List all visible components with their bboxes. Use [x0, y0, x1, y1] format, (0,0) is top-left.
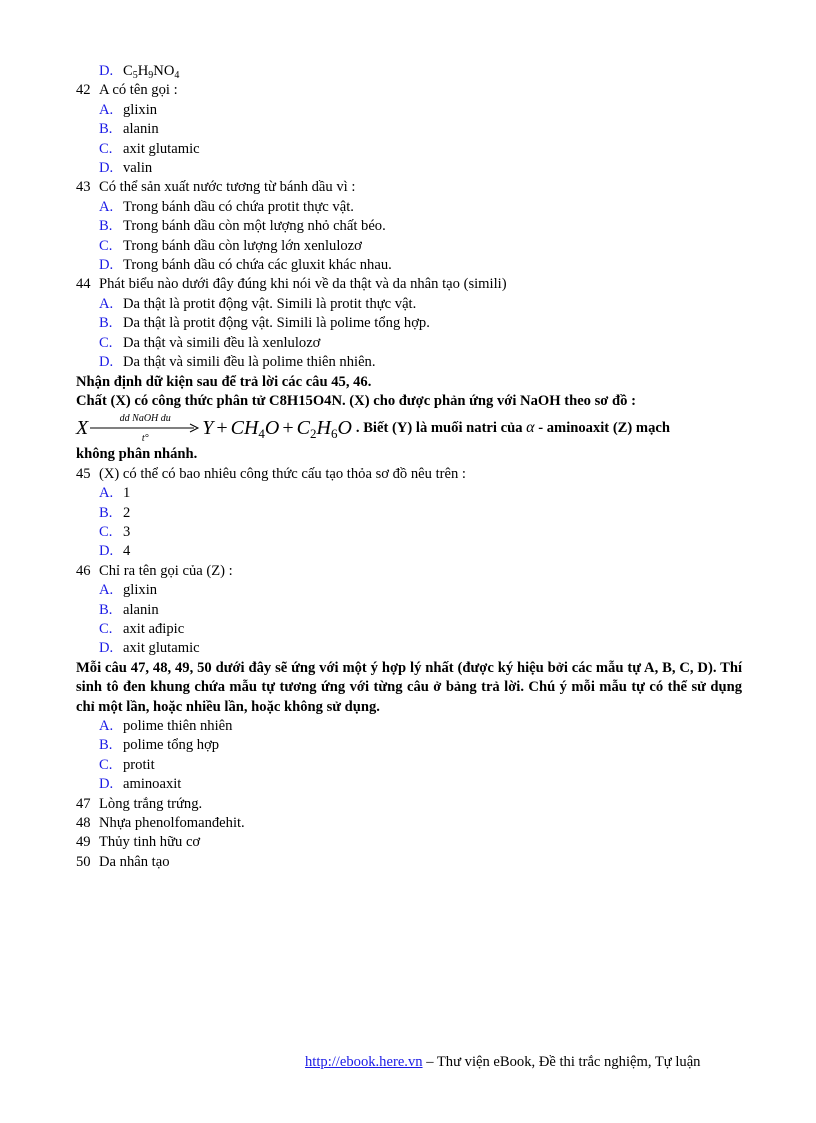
question-text: Thủy tinh hữu cơ	[99, 834, 201, 851]
option-letter: B.	[99, 121, 113, 138]
option-text: glixin	[123, 101, 158, 118]
intro-45-46: Nhận định dữ kiện sau để trả lời các câu 45, 46.	[76, 373, 372, 390]
option-letter: D.	[99, 160, 114, 177]
question-number: 50	[76, 853, 91, 870]
answer-option	[76, 353, 742, 372]
answer-option	[76, 217, 742, 236]
option-letter: D.	[99, 776, 114, 793]
question-number: 47	[76, 795, 91, 812]
option-text: polime tổng hợp	[123, 737, 220, 754]
option-text: axit glutamic	[123, 640, 200, 657]
question-q42	[76, 81, 742, 100]
question-text: Nhựa phenolfomanđehit.	[99, 815, 245, 832]
matching-option	[76, 775, 742, 794]
questions-group-b	[76, 465, 742, 659]
intro-compound-x: Chất (X) có công thức phân tử C8H15O4N. (X) cho được phản ứng với NaOH theo sơ đồ :	[76, 392, 636, 409]
option-letter: B.	[99, 601, 113, 618]
option-letter: A.	[99, 485, 114, 502]
answer-option	[76, 256, 742, 275]
option-text: alanin	[123, 121, 159, 138]
question-number: 45	[76, 465, 91, 482]
matching-items	[76, 795, 742, 873]
option-letter: D.	[99, 354, 114, 371]
option-text: Trong bánh dầu còn một lượng nhỏ chất béo.	[123, 218, 386, 235]
option-text: valin	[123, 160, 153, 177]
question-number: 48	[76, 815, 91, 832]
answer-option	[76, 120, 742, 139]
answer-option	[76, 334, 742, 353]
question-text: A có tên gọi :	[99, 82, 178, 99]
option-letter: A.	[99, 718, 114, 734]
eq-plus-2: +	[282, 416, 294, 439]
option-letter: D.	[99, 640, 114, 657]
content	[76, 62, 742, 872]
option-letter: C.	[99, 620, 113, 637]
answer-option	[76, 620, 742, 639]
eq-tail-text: . Biết (Y) là muối natri của α - aminoaxit (Z) mạch	[355, 419, 670, 437]
question-q44	[76, 275, 742, 294]
option-text: Da thật là protit động vật. Simili là polime tổng hợp.	[123, 315, 430, 332]
option-text: Trong bánh dầu có chứa protit thực vật.	[123, 198, 354, 215]
reaction-equation	[76, 411, 670, 445]
option-letter: C.	[99, 756, 113, 773]
answer-option	[76, 504, 742, 523]
matching-option	[76, 756, 742, 775]
option-letter: C.	[99, 140, 113, 157]
answer-option	[76, 523, 742, 542]
question-q45	[76, 465, 742, 484]
option-letter: D.	[99, 543, 114, 560]
option-letter: B.	[99, 218, 113, 235]
option-letter: B.	[99, 504, 113, 521]
option-text: Da thật và simili đều là polime thiên nhiên.	[123, 354, 376, 371]
arrow-icon	[90, 423, 200, 433]
reaction-arrow	[90, 411, 200, 445]
option-letter: A.	[99, 198, 114, 215]
matching-item	[76, 853, 742, 872]
answer-option	[76, 198, 742, 217]
option-text: Da thật và simili đều là xenlulozơ	[123, 334, 321, 351]
footer-text: – Thư viện eBook, Đề thi trắc nghiệm, Tự luận	[422, 1054, 701, 1070]
answer-option	[76, 542, 742, 561]
answer-option	[76, 101, 742, 120]
question-text: Lòng trắng trứng.	[99, 795, 203, 812]
answer-option	[76, 581, 742, 600]
question-number: 46	[76, 562, 91, 579]
matching-option	[76, 717, 742, 736]
matching-option	[76, 736, 742, 755]
option-text: Trong bánh dầu có chứa các gluxit khác nhau.	[123, 257, 392, 274]
matching-item	[76, 814, 742, 833]
eq-x: X	[76, 416, 89, 439]
question-text: Phát biểu nào dưới đây đúng khi nói về da thật và da nhân tạo (simili)	[99, 276, 507, 293]
question-number: 49	[76, 834, 91, 851]
option-text: Trong bánh dầu còn lượng lớn xenlulozơ	[123, 237, 362, 254]
option-letter: D.	[99, 257, 114, 274]
eq-y: Y	[202, 416, 214, 439]
question-number: 43	[76, 179, 91, 196]
option-text: 1	[123, 485, 131, 502]
option-letter: B.	[99, 315, 113, 332]
intro-matching: Mỗi câu 47, 48, 49, 50 dưới đây sẽ ứng với một ý hợp lý nhất (được ký hiệu bởi các mẫu tự A, B, C, D). Thí sinh tô đen khung chứa mẫu tự tương ứng với từng câu ở bảng trả lời. Chú ý mỗi mẫu tự có thể sử dụng chỉ một lần, hoặc nhiều lần, hoặc không sử dụng.	[76, 659, 742, 715]
matching-options	[76, 717, 742, 795]
arrow-condition: t°	[141, 433, 149, 445]
option-letter: B.	[99, 737, 113, 754]
option-text: polime thiên nhiên	[123, 718, 233, 734]
option-text: axit ađipic	[123, 620, 185, 637]
option-letter: A.	[99, 582, 114, 599]
option-text: alanin	[123, 601, 159, 618]
answer-option	[76, 159, 742, 178]
q41-option-d	[76, 62, 742, 81]
option-text: Da thật là protit động vật. Simili là protit thực vật.	[123, 295, 417, 312]
eq-plus-1: +	[216, 416, 228, 439]
question-number: 42	[76, 82, 91, 99]
matching-item	[76, 795, 742, 814]
questions-group-a	[76, 81, 742, 372]
footer-link[interactable]: http://ebook.here.vn	[305, 1054, 423, 1070]
eq-c2h6o: $C_2H_6O$	[296, 416, 352, 441]
eq-ch4o: $CH_4O$	[230, 416, 280, 441]
matching-item	[76, 833, 742, 852]
answer-option	[76, 484, 742, 503]
question-text: Chỉ ra tên gọi của (Z) :	[99, 562, 233, 579]
question-text: Có thể sản xuất nước tương từ bánh dầu vì :	[99, 179, 356, 196]
arrow-reagent: dd NaOH du	[119, 413, 171, 425]
option-text: 3	[123, 523, 131, 540]
option-letter: C.	[99, 237, 113, 254]
answer-option	[76, 639, 742, 658]
option-text: 2	[123, 504, 131, 521]
option-text: glixin	[123, 582, 158, 599]
question-number: 44	[76, 276, 91, 293]
question-q46	[76, 562, 742, 581]
intro-unbranched: không phân nhánh.	[76, 446, 198, 463]
question-text: (X) có thể có bao nhiêu công thức cấu tạo thỏa sơ đồ nêu trên :	[99, 465, 466, 482]
option-letter: C.	[99, 523, 113, 540]
answer-option	[76, 237, 742, 256]
option-text: protit	[123, 756, 155, 773]
answer-option	[76, 295, 742, 314]
answer-option	[76, 314, 742, 333]
question-text: Da nhân tạo	[99, 853, 170, 870]
option-text: 4	[123, 543, 131, 560]
footer	[305, 1053, 700, 1072]
formula-c5h9no4: $C_5H_9NO_4$	[123, 63, 180, 81]
question-q43	[76, 178, 742, 197]
reaction-equation-line	[76, 411, 742, 445]
answer-option	[76, 140, 742, 159]
option-letter: A.	[99, 295, 114, 312]
option-letter: D.	[99, 63, 114, 79]
option-letter: A.	[99, 101, 114, 118]
option-text: aminoaxit	[123, 776, 182, 793]
option-letter: C.	[99, 334, 113, 351]
option-text: axit glutamic	[123, 140, 200, 157]
answer-option	[76, 601, 742, 620]
